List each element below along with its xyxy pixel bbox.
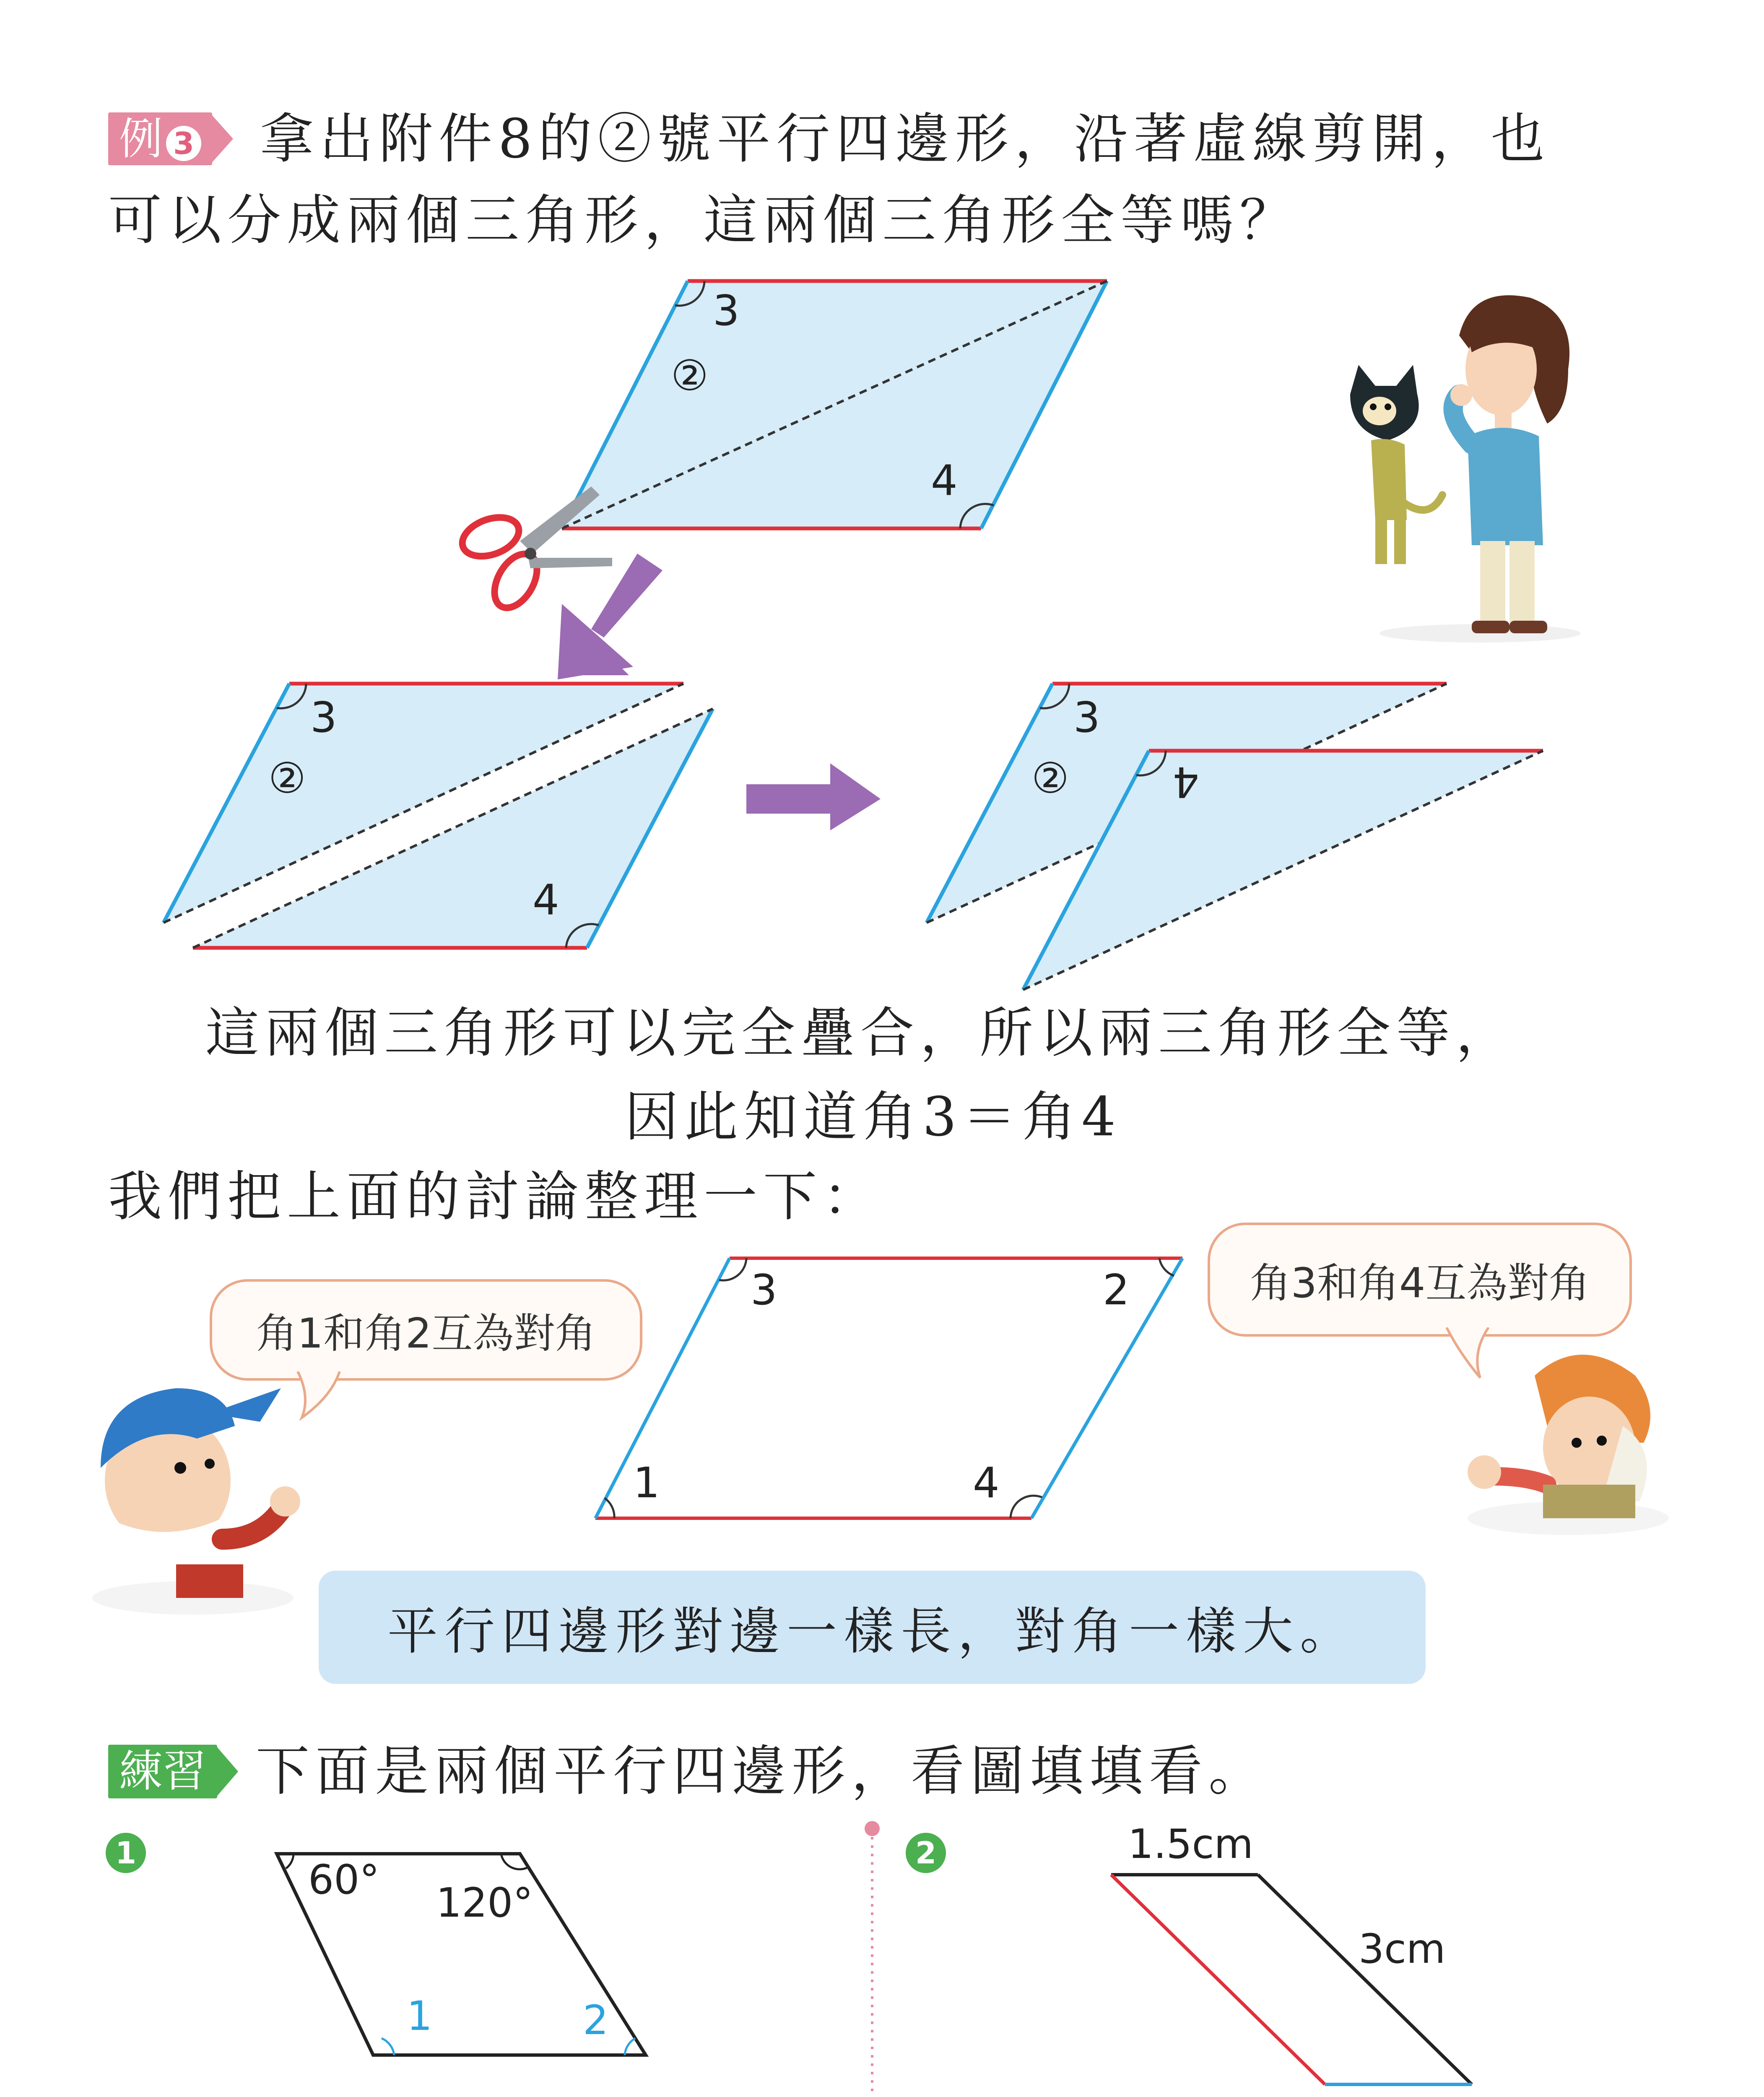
side-length-label: 3cm xyxy=(1359,1925,1446,1972)
right-speech-bubble xyxy=(1208,1223,1632,1337)
angle3-label: 3 xyxy=(1073,693,1100,742)
girl-right-illustration xyxy=(1442,1342,1677,1535)
cat-body xyxy=(1371,439,1407,520)
left-bubble-text: 角1和角2互為對角 xyxy=(256,1309,596,1358)
top-length-label: 1.5cm xyxy=(1128,1821,1253,1868)
overlap-pieces-diagram xyxy=(914,675,1560,994)
right-arrow-icon xyxy=(746,763,881,830)
conclusion-line1: 這兩個三角形可以完全疊合，所以兩三角形全等， xyxy=(205,1002,1516,1064)
example-tag-box xyxy=(108,112,212,165)
summary-text: 平行四邊形對邊一樣長，對角一樣大。 xyxy=(387,1603,1357,1661)
angle-120-label: 120° xyxy=(436,1879,533,1926)
summary-box xyxy=(319,1571,1426,1684)
example-question-line1: 拿出附件8的②號平行四邊形，沿著虛線剪開，也 xyxy=(260,108,1551,170)
angle3-label: 3 xyxy=(310,693,337,742)
question2-parallelogram xyxy=(1090,1820,1509,2097)
example-tag-arrow xyxy=(212,115,233,162)
angle4-rotated-label: 4 xyxy=(1172,757,1199,807)
angle4-label: 4 xyxy=(931,456,958,505)
practice-tag-label: 練習 xyxy=(108,1745,217,1798)
angle2-label: 2 xyxy=(583,1997,609,2044)
shape2-label: ② xyxy=(671,351,709,400)
practice-tag xyxy=(108,1745,238,1798)
boy-illustration xyxy=(84,1363,319,1615)
angle-60-label: 60° xyxy=(308,1856,380,1903)
angle2-label: 2 xyxy=(1103,1265,1130,1314)
shape2-label: ② xyxy=(268,754,306,803)
red-edge xyxy=(1111,1875,1325,2084)
summary-parallelogram xyxy=(579,1246,1199,1531)
conclusion-line2: 因此知道角3＝角4 xyxy=(625,1086,1122,1148)
shape2-label: ② xyxy=(1031,754,1069,803)
summary-intro: 我們把上面的討論整理一下： xyxy=(108,1166,883,1228)
girl-and-cat-illustration xyxy=(1333,285,1593,646)
angle1-label: 1 xyxy=(633,1458,660,1507)
down-arrow-icon xyxy=(558,554,662,679)
angle4-label: 4 xyxy=(533,875,559,924)
right-bubble-text: 角3和角4互為對角 xyxy=(1250,1259,1590,1307)
question2-number: 2 xyxy=(906,1833,946,1873)
question1-parallelogram xyxy=(268,1845,671,2072)
angle4-label: 4 xyxy=(973,1458,1000,1507)
example-tag xyxy=(108,112,233,165)
angle1-label: 1 xyxy=(407,1993,433,2040)
practice-instruction: 下面是兩個平行四邊形，看圖填填看。 xyxy=(256,1740,1268,1803)
example-tag-label: 例 xyxy=(119,113,163,164)
angle3-label: 3 xyxy=(713,286,740,335)
practice-tag-arrow xyxy=(217,1747,238,1796)
angle3-label: 3 xyxy=(751,1265,777,1314)
example-tag-number: 3 xyxy=(166,126,201,161)
vertical-divider xyxy=(864,1820,881,2097)
example-question-line2: 可以分成兩個三角形，這兩個三角形全等嗎？ xyxy=(108,189,1299,252)
cut-pieces-diagram xyxy=(151,675,738,960)
top-parallelogram-diagram xyxy=(453,268,1132,679)
question1-number: 1 xyxy=(106,1833,146,1873)
